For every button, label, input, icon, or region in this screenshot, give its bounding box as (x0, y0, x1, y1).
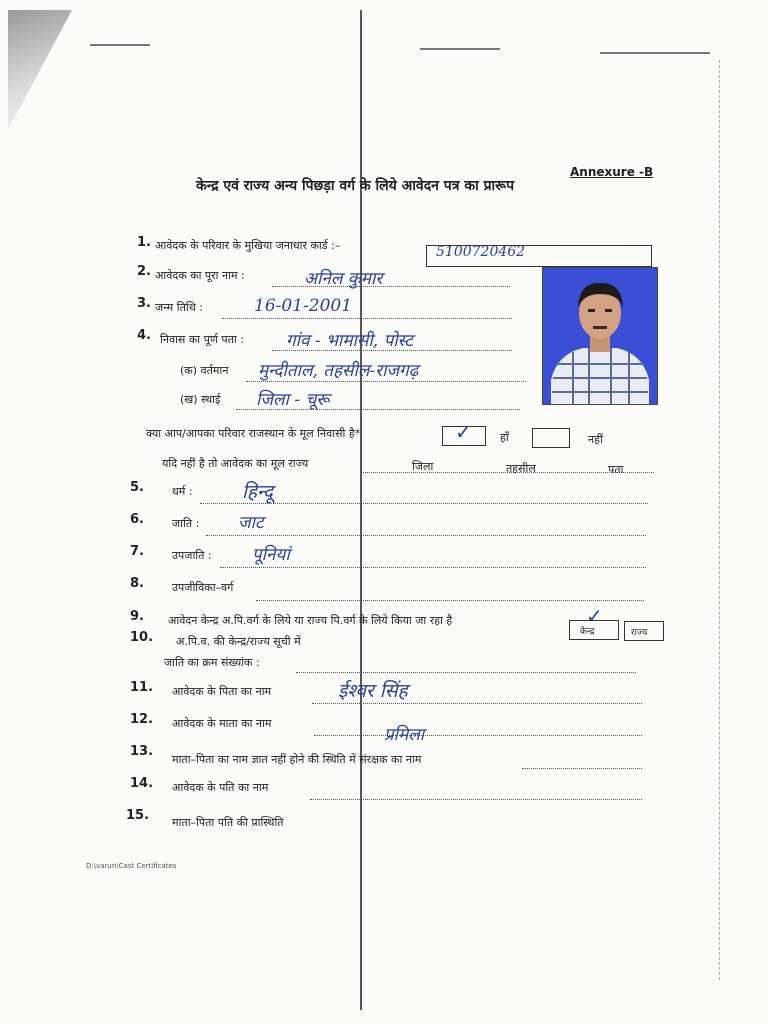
origin-district-label: जिला (412, 460, 434, 473)
subcaste-value: पूनियां (252, 545, 290, 565)
file-path-footer: D:\varun\Cast Certificates (86, 862, 177, 870)
field-number: 7. (130, 544, 144, 559)
caste-list-label: अ.पि.व. की केन्द्र/राज्य सूची में (176, 635, 301, 648)
husband-name-label: आवेदक के पति का नाम (172, 781, 269, 794)
native-no-label: नहीं (588, 433, 603, 446)
religion-value: हिन्दू (242, 481, 273, 503)
permanent-address-label: (ख) स्थाई (180, 393, 221, 406)
present-address-line (246, 381, 526, 382)
father-name-label: आवेदक के पिता का नाम (172, 685, 272, 698)
applicant-photo (542, 267, 658, 405)
field-number: 15. (126, 808, 150, 823)
address-label: निवास का पूर्ण पता : (160, 333, 244, 346)
field-number: 4. (137, 328, 151, 343)
full-name-value: अनिल कुमार (304, 269, 383, 289)
present-address-value: मुन्दीताल, तहसील-राजगढ़ (258, 361, 419, 381)
father-name-value: ईश्वर सिंह (338, 680, 408, 702)
central-option-label: केन्द्र (580, 627, 595, 637)
mother-name-label: आवेदक के माता का नाम (172, 717, 272, 730)
caste-serial-label: जाति का क्रम संख्यांक : (164, 656, 260, 669)
field-number: 13. (130, 744, 154, 759)
present-address-label: (क) वर्तमान (180, 364, 229, 377)
field-number: 3. (137, 296, 151, 311)
father-name-line (312, 703, 642, 704)
guardian-name-label: माता–पिता का नाम ज्ञात नहीं होने की स्थिति में संरक्षक का नाम (172, 753, 422, 766)
mother-name-line (314, 735, 642, 736)
religion-label: धर्म : (172, 485, 193, 498)
parent-status-label: माता–पिता पति की प्रास्थिति (172, 816, 284, 829)
field-number: 5. (130, 480, 144, 495)
dob-label: जन्म तिथि : (155, 301, 203, 314)
field-number: 14. (130, 776, 154, 791)
field-number: 11. (130, 680, 154, 695)
caste-line (206, 535, 646, 536)
form-title: केन्द्र एवं राज्य अन्य पिछड़ा वर्ग के लिये आवेदन पत्र का प्रारूप (196, 178, 515, 194)
field-number: 12. (130, 712, 154, 727)
scan-mark (90, 44, 150, 46)
field-number: 2. (137, 264, 151, 279)
caste-label: जाति : (172, 517, 200, 530)
origin-tehsil-label: तहसील (506, 462, 536, 475)
field-number: 8. (130, 576, 144, 591)
annexure-label: Annexure -B (570, 165, 654, 179)
caste-serial-line (296, 672, 636, 673)
caste-value: जाट (238, 513, 264, 533)
jan-aadhaar-value: 5100720462 (436, 244, 526, 260)
field-number: 1. (137, 235, 151, 250)
origin-address-label: पता (608, 463, 624, 476)
field-number: 10. (130, 630, 154, 645)
husband-name-line (310, 799, 642, 800)
mother-name-value: प्रमिला (384, 725, 425, 745)
field-number: 6. (130, 512, 144, 527)
occupation-line (256, 600, 644, 601)
jan-aadhaar-label: आवेदक के परिवार के मुखिया जनाधार कार्ड :– (155, 239, 341, 252)
guardian-name-line (522, 768, 642, 769)
page-edge (718, 60, 720, 980)
permanent-address-value: जिला - चूरू (256, 390, 330, 410)
dob-value: 16-01-2001 (254, 296, 353, 316)
native-yes-tick: ✓ (455, 420, 472, 444)
native-yes-label: हाँ (500, 431, 509, 444)
field-number: 9. (130, 609, 144, 624)
state-option-label: राज्य (631, 628, 648, 638)
folded-corner (8, 10, 72, 130)
fold-line (360, 10, 362, 1010)
person-photo-icon (543, 268, 657, 404)
subcaste-line (220, 567, 646, 568)
address-value: गांव - भामासी, पोस्ट (286, 331, 413, 351)
origin-state-label: यदि नहीं है तो आवेदक का मूल राज्य (162, 457, 309, 470)
central-option-tick: ✓ (586, 604, 603, 628)
scan-mark (600, 52, 710, 54)
native-no-checkbox[interactable] (532, 428, 570, 448)
occupation-label: उपजीविका–वर्ग (172, 581, 234, 594)
dob-line (222, 318, 512, 319)
application-type-label: आवेदन केन्द्र अ.पि.वर्ग के लिये या राज्य पि.वर्ग के लिये किया जा रहा है (168, 614, 453, 627)
full-name-label: आवेदक का पूरा नाम : (155, 269, 245, 282)
native-question: क्या आप/आपका परिवार राजस्थान के मूल निवासी है* (146, 427, 361, 440)
subcaste-label: उपजाति : (172, 549, 212, 562)
scan-mark (420, 48, 500, 50)
